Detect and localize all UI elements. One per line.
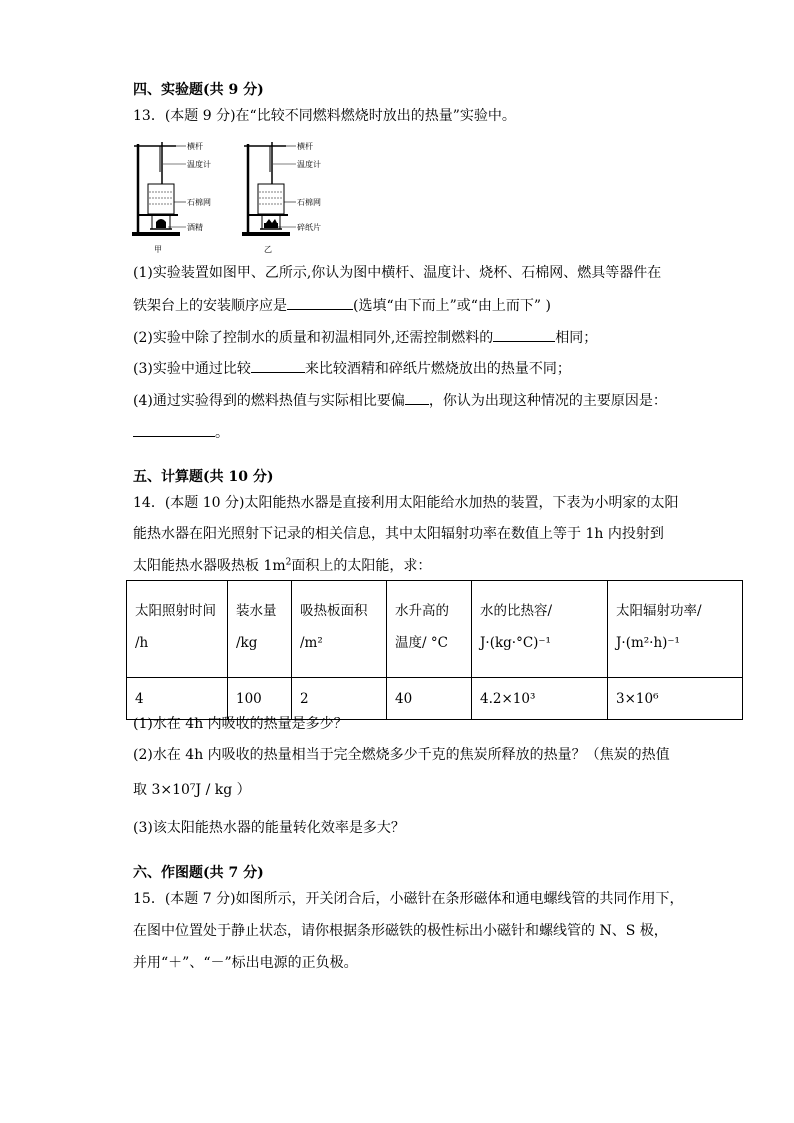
q15-line3: 并用“＋”、“－”标出电源的正负极。 bbox=[133, 955, 358, 971]
q13-part2-text-post: 相同； bbox=[555, 330, 598, 346]
header-cell-temp-rise: 水升高的 温度/ °C bbox=[387, 581, 472, 678]
label-gauze-a: 石棉网 bbox=[187, 198, 211, 207]
q14-line3-pre: 太阳能热水器吸热板 1m bbox=[133, 558, 286, 574]
label-thermometer-b: 温度计 bbox=[297, 160, 321, 169]
q14-line2: 能热水器在阳光照射下记录的相关信息，其中太阳辐射功率在数值上等于 1h 内投射到 bbox=[133, 526, 664, 542]
q14-sub2-line2: 取 3×10⁷J / kg ） bbox=[133, 782, 251, 798]
q13-part4 bbox=[133, 390, 667, 411]
q13-part3-text-post: 来比较酒精和碎纸片燃烧放出的热量不同； bbox=[304, 361, 571, 377]
header-cell-area: 吸热板面积 /m² bbox=[292, 581, 387, 678]
section-heading-experiment: 四、实验题(共 9 分) bbox=[133, 82, 264, 98]
header-cell-time: 太阳照射时间 /h bbox=[127, 581, 228, 678]
q14-sub2-line1: (2)水在 4h 内吸收的热量相当于完全燃烧多少千克的焦炭所释放的热量？（焦炭的热值 bbox=[133, 747, 670, 763]
q14-sub3: (3)该太阳能热水器的能量转化效率是多大？ bbox=[133, 820, 405, 836]
header-cell-specific-heat: 水的比热容/ J·(kg·°C)⁻¹ bbox=[472, 581, 608, 678]
label-alcohol: 酒精 bbox=[187, 223, 203, 232]
q13-apparatus-figure bbox=[130, 136, 330, 260]
q14-line3-post: 面积上的太阳能，求： bbox=[291, 558, 432, 574]
answer-blank-bias[interactable] bbox=[405, 390, 429, 405]
label-gauze-b: 石棉网 bbox=[297, 198, 321, 207]
q14-line3-sup: 2 bbox=[285, 557, 292, 568]
apparatus-a bbox=[132, 141, 211, 254]
cell-radiation-power: 3×10⁶ bbox=[608, 678, 743, 720]
q13-part1-line1: (1)实验装置如图甲、乙所示,你认为图中横杆、温度计、烧杯、石棉网、燃具等器件在 bbox=[133, 265, 662, 281]
q13-part3-text-pre: (3)实验中通过比较 bbox=[133, 361, 251, 377]
answer-blank-reason[interactable] bbox=[133, 422, 215, 437]
label-rod-b: 横杆 bbox=[297, 142, 313, 151]
q15-line2: 在图中位置处于静止状态，请你根据条形磁铁的极性标出小磁针和螺线管的 N、S 极， bbox=[133, 923, 668, 939]
q13-part4-text-pre: (4)通过实验得到的燃料热值与实际相比要偏 bbox=[133, 393, 405, 409]
q13-part1-text-pre: 铁架台上的安装顺序应是 bbox=[133, 298, 287, 314]
label-rod-a: 横杆 bbox=[187, 142, 203, 151]
table-header-row bbox=[127, 581, 743, 678]
header-cell-water-mass: 装水量 /kg bbox=[228, 581, 292, 678]
answer-blank-compare[interactable] bbox=[251, 358, 305, 373]
q14-line3 bbox=[133, 556, 431, 576]
cell-water-mass: 100 bbox=[228, 678, 292, 720]
section-heading-calculation: 五、计算题(共 10 分) bbox=[133, 469, 274, 485]
q13-part4-end: 。 bbox=[215, 425, 229, 441]
q13-part4-line2 bbox=[133, 422, 229, 443]
caption-a: 甲 bbox=[154, 245, 162, 254]
q13-part3 bbox=[133, 358, 571, 379]
cell-area: 2 bbox=[292, 678, 387, 720]
label-thermometer-a: 温度计 bbox=[187, 160, 211, 169]
q13-part2-text-pre: (2)实验中除了控制水的质量和初温相同外,还需控制燃料的 bbox=[133, 330, 494, 346]
q13-part4-text-post: ，你认为出现这种情况的主要原因是： bbox=[428, 393, 667, 409]
label-paper: 碎纸片 bbox=[297, 223, 321, 232]
cell-time: 4 bbox=[127, 678, 228, 720]
section-heading-drawing: 六、作图题(共 7 分) bbox=[133, 865, 264, 881]
q13-part2 bbox=[133, 327, 597, 348]
q13-part1-line2 bbox=[133, 295, 551, 316]
q14-line1: 14．(本题 10 分)太阳能热水器是直接利用太阳能给水加热的装置，下表为小明家的太阳 bbox=[133, 495, 679, 511]
q13-part1-text-post: (选填“由下而上”或“由上而下” ) bbox=[353, 298, 552, 314]
apparatus-diagram bbox=[130, 136, 330, 260]
answer-blank-order[interactable] bbox=[287, 295, 353, 310]
caption-b: 乙 bbox=[264, 245, 272, 254]
solar-heater-table bbox=[126, 580, 743, 720]
apparatus-b bbox=[242, 141, 321, 254]
header-cell-radiation-power: 太阳辐射功率/ J·(m²·h)⁻¹ bbox=[608, 581, 743, 678]
q14-sub1: (1)水在 4h 内吸收的热量是多少？ bbox=[133, 716, 348, 732]
answer-blank-fuel[interactable] bbox=[493, 327, 555, 342]
cell-specific-heat: 4.2×10³ bbox=[472, 678, 608, 720]
q13-stem: 13．(本题 9 分)在“比较不同燃料燃烧时放出的热量”实验中。 bbox=[133, 108, 516, 124]
q15-line1: 15．(本题 7 分)如图所示，开关闭合后，小磁针在条形磁体和通电螺线管的共同作用下， bbox=[133, 891, 684, 907]
cell-temp-rise: 40 bbox=[387, 678, 472, 720]
